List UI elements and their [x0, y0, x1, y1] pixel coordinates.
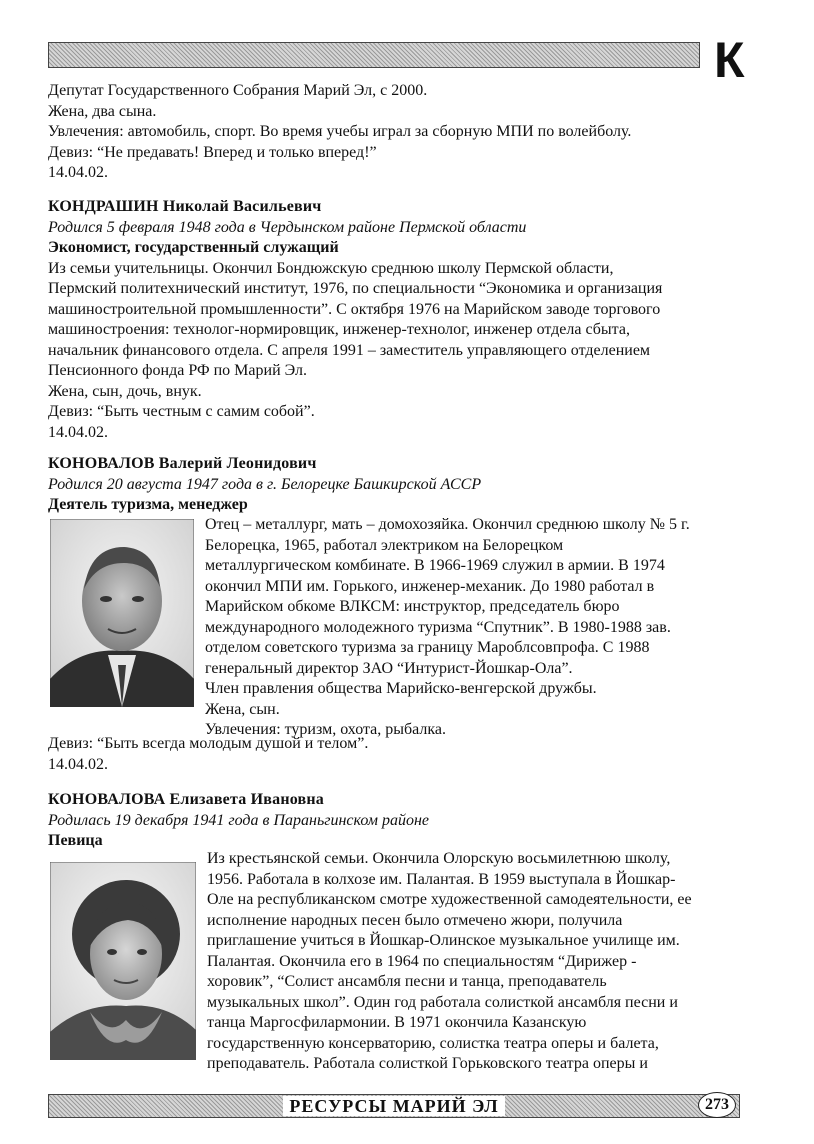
entry-line: хоровик”, “Солист ансамбля песни и танца, преподаватель [207, 973, 607, 990]
entry-konovalov [48, 454, 768, 516]
entry-profession: Экономист, государственный служащий [48, 239, 339, 256]
entry-line: 14.04.02. [48, 423, 108, 441]
portrait-photo-man [50, 519, 194, 712]
header-decorative-band [48, 42, 700, 68]
entry-born: Родился 20 августа 1947 года в г. Белорецке Башкирской АССР [48, 475, 482, 493]
entry-line: Из семьи учительницы. Окончил Бондюжскую среднюю школу Пермской области, [48, 259, 614, 277]
entry-konovalov-footer [48, 734, 768, 775]
intro-line: 14.04.02. [48, 164, 108, 181]
entry-born: Родился 5 февраля 1948 года в Чердынском районе Пермской области [48, 218, 527, 236]
entry-line: приглашение учиться в Йошкар-Олинское музыкальное училище им. [207, 932, 680, 949]
entry-line: музыкальных школ”. Один год работала солисткой ансамбля песни и [207, 993, 678, 1011]
entry-konovalova [48, 790, 768, 852]
entry-konovalova-bio [207, 849, 777, 1075]
entry-line: отделом советского туризма за границу Мароблсовпрофа. С 1988 [205, 639, 650, 656]
intro-line: Девиз: “Не предавать! Вперед и только вперед!” [48, 143, 377, 161]
entry-profession: Деятель туризма, менеджер [48, 496, 248, 513]
entry-line: государственную консерваторию, солистка театра оперы и балета, [207, 1034, 659, 1052]
entry-line: начальник финансового отдела. С апреля 1991 – заместитель управляющего отделением [48, 341, 651, 359]
entry-line: Из крестьянской семьи. Окончила Олорскую восьмилетнюю школу, [207, 850, 671, 867]
entry-line: Отец – металлург, мать – домохозяйка. Окончил среднюю школу № 5 г. [205, 516, 690, 533]
entry-line: Белорецка, 1965, работал электриком на Белорецком [205, 536, 564, 554]
entry-name: КОНОВАЛОВ Валерий Леонидович [48, 455, 317, 472]
entry-profession: Певица [48, 832, 103, 849]
entry-kondrashin [48, 197, 768, 443]
entry-line: Девиз: “Быть честным с самим собой”. [48, 403, 315, 420]
entry-line: Оле на республиканском смотре художественной самодеятельности, ее [207, 891, 692, 908]
entry-born: Родилась 19 декабря 1941 года в Параньгинском районе [48, 811, 430, 829]
entry-line: Девиз: “Быть всегда молодым душой и телом”. [48, 735, 369, 752]
page-number: 273 [698, 1092, 736, 1118]
entry-line: Палантая. Окончила его в 1964 по специальностям “Дирижер - [207, 952, 637, 970]
intro-line: Увлечения: автомобиль, спорт. Во время учебы играл за сборную МПИ по волейболу. [48, 123, 632, 140]
entry-line: международного молодежного туризма “Спутник”. В 1980-1988 зав. [205, 618, 671, 636]
entry-line: Пенсионного фонда РФ по Марий Эл. [48, 362, 307, 379]
intro-block [48, 81, 768, 184]
portrait-photo-woman [50, 862, 196, 1065]
entry-line: 1956. Работала в колхозе им. Палантая. В 1959 выступала в Йошкар- [207, 870, 676, 888]
entry-line: металлургическом комбинате. В 1966-1969 служил в армии. В 1974 [205, 557, 665, 574]
entry-name: КОНОВАЛОВА Елизавета Ивановна [48, 791, 325, 808]
entry-name: КОНДРАШИН Николай Васильевич [48, 198, 322, 215]
entry-line: окончил МПИ им. Горького, инженер-механик. До 1980 работал в [205, 577, 655, 595]
footer-title: РЕСУРСЫ МАРИЙ ЭЛ [283, 1096, 504, 1116]
entry-line: машиностроения: технолог-нормировщик, инженер-технолог, инженер отдела сбыта, [48, 321, 630, 338]
entry-line: танца Маргосфилармонии. В 1971 окончила Казанскую [207, 1014, 587, 1031]
entry-line: Член правления общества Марийско-венгерской дружбы. [205, 680, 597, 697]
entry-line: Жена, сын. [205, 700, 280, 718]
entry-line: Увлечения: туризм, охота, рыбалка. [205, 721, 447, 738]
entry-line: Жена, сын, дочь, внук. [48, 382, 202, 400]
intro-line: Жена, два сына. [48, 102, 157, 120]
entry-line: 14.04.02. [48, 755, 108, 773]
entry-line: генеральный директор ЗАО “Интурист-Йошкар-Ола”. [205, 659, 573, 677]
entry-line: Марийском обкоме ВЛКСМ: инструктор, председатель бюро [205, 598, 620, 615]
entry-konovalov-bio [205, 515, 775, 741]
entry-line: преподаватель. Работала солисткой Горьковского театра оперы и [207, 1055, 648, 1072]
section-letter: К [714, 32, 745, 88]
entry-line: Пермский политехнический институт, 1976, по специальности “Экономика и организация [48, 280, 663, 297]
entry-line: машиностроительной промышленности”. С октября 1976 на Марийском заводе торгового [48, 300, 661, 318]
entry-line: исполнение народных песен было отмечено жюри, получила [207, 911, 623, 929]
intro-line: Депутат Государственного Собрания Марий Эл, с 2000. [48, 82, 428, 99]
footer-decorative-band [48, 1094, 740, 1118]
